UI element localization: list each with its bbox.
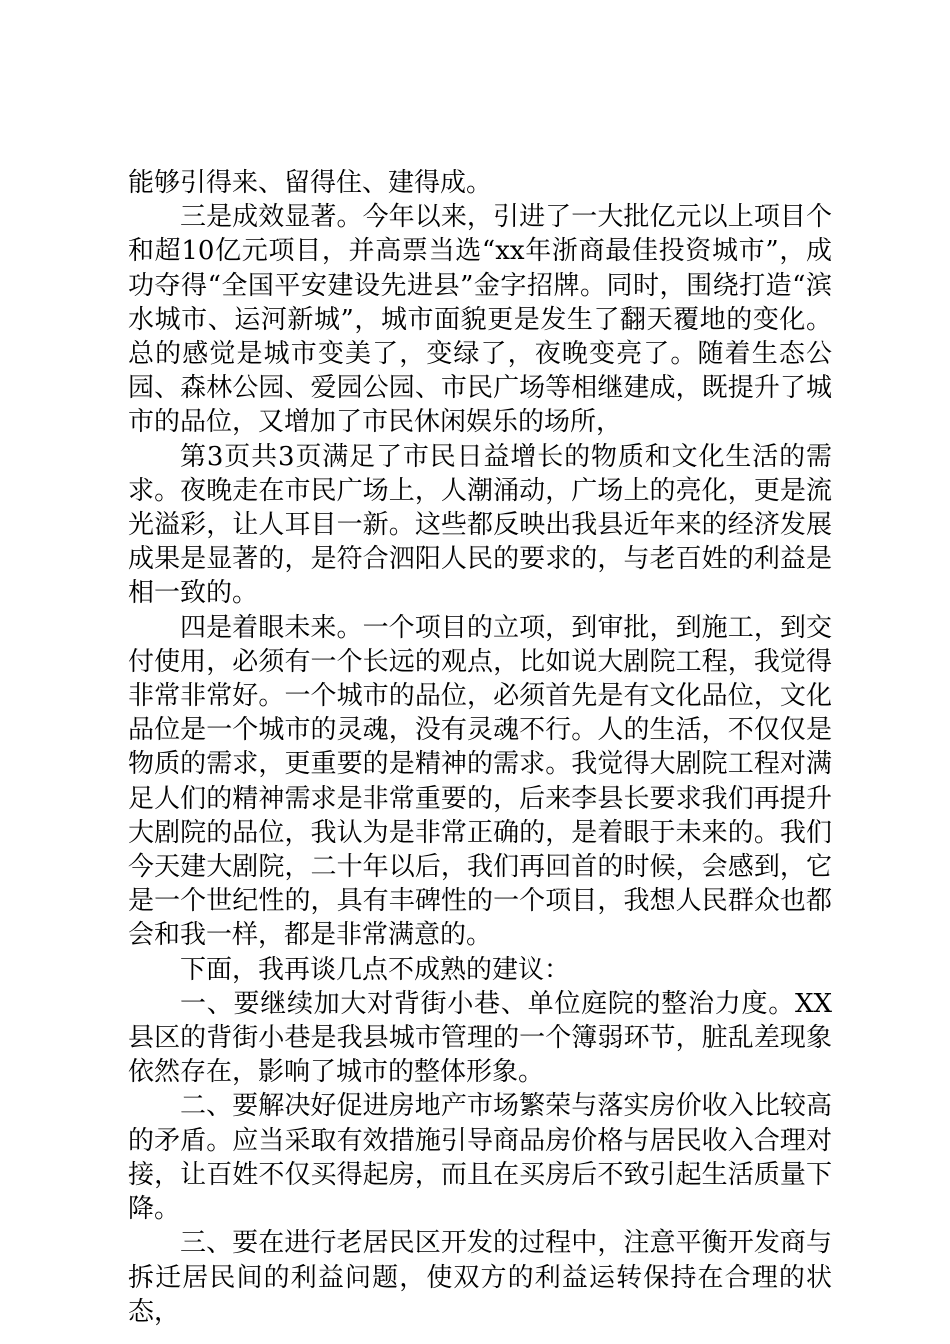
paragraph-suggestion-2: 二、要解决好促进房地产市场繁荣与落实房价收入比较高的矛盾。应当采取有效措施引导商品房价格与居民收入合理对接，让百姓不仅买得起房，而且在买房后不致引起生活质量下降。 bbox=[128, 1091, 832, 1225]
paragraph-results: 三是成效显著。今年以来，引进了一大批亿元以上项目个和超10亿元项目，并高票当选“xx年浙商最佳投资城市”，成功夺得“全国平安建设先进县”金字招牌。同时，围绕打造“滨水城市、运河新城”，城市面貌更是发生了翻天覆地的变化。总的感觉是城市变美了，变绿了，夜晚变亮了。随着生态公园、森林公园、爱园公园、市民广场等相继建成，既提升了城市的品位，又增加了市民休闲娱乐的场所， bbox=[128, 202, 832, 438]
document-body bbox=[128, 166, 832, 1329]
paragraph-suggestion-3: 三、要在进行老居民区开发的过程中，注意平衡开发商与拆迁居民间的利益问题，使双方的利益运转保持在合理的状态， bbox=[128, 1228, 832, 1327]
paragraph-suggestions-intro: 下面，我再谈几点不成熟的建议： bbox=[180, 954, 571, 985]
paragraph-suggestion-1: 一、要继续加大对背街小巷、单位庭院的整治力度。XX县区的背街小巷是我县城市管理的一个簿弱环节，脏乱差现象依然存在，影响了城市的整体形象。 bbox=[128, 988, 832, 1088]
paragraph-page-marker: 第3页共3页满足了市民日益增长的物质和文化生活的需求。夜晚走在市民广场上，人潮涌动，广场上的亮化，更是流光溢彩，让人耳目一新。这些都反映出我县近年来的经济发展成果是显著的，是符合泗阳人民的要求的，与老百姓的利益是相一致的。 bbox=[128, 441, 832, 609]
paragraph-future: 四是着眼未来。一个项目的立项，到审批，到施工，到交付使用，必须有一个长远的观点，比如说大剧院工程，我觉得非常非常好。一个城市的品位，必须首先是有文化品位，文化品位是一个城市的灵魂，没有灵魂不行。人的生活，不仅仅是物质的需求，更重要的是精神的需求。我觉得大剧院工程对满足人们的精神需求是非常重要的，后来李县长要求我们再提升大剧院的品位，我认为是非常正确的，是着眼于未来的。我们今天建大剧院，二十年以后，我们再回首的时候，会感到，它是一个世纪性的，具有丰碑性的一个项目，我想人民群众也都会和我一样，都是非常满意的。 bbox=[128, 612, 832, 951]
paragraph-continuation: 能够引得来、留得住、建得成。 bbox=[128, 168, 493, 198]
